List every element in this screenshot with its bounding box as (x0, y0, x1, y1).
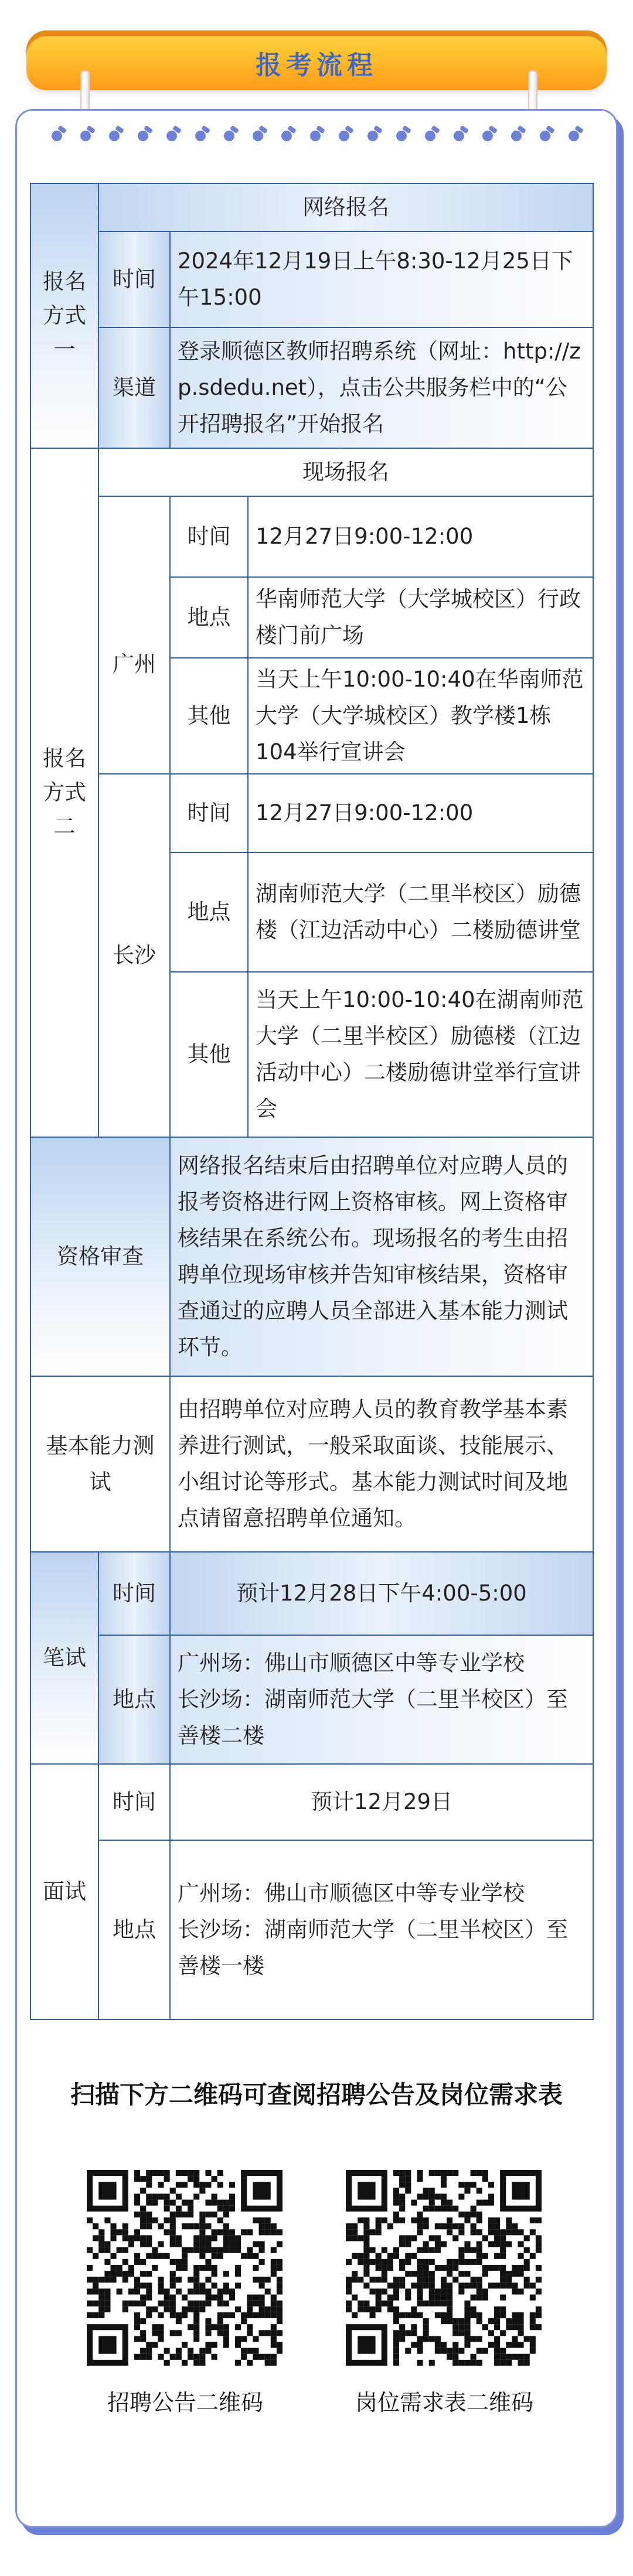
process-table (30, 183, 594, 2020)
decor-dot (569, 131, 579, 141)
city-changsha: 长沙 (98, 773, 171, 1138)
interview-place-line-2: 长沙场：湖南师范大学（二里半校区）至善楼一楼 (178, 1917, 568, 1978)
written-label: 笔试 (30, 1551, 99, 1765)
decor-dot (138, 131, 148, 141)
city-guangzhou: 广州 (98, 496, 171, 833)
interview-place-line-1: 广州场：佛山市顺德区中等专业学校 (178, 1881, 525, 1906)
online-channel-value: 登录顺德区教师招聘系统（网址：http://zp.sdedu.net），点击公共服务栏中的“公开招聘报名”开始报名 (169, 327, 594, 449)
decor-dot (80, 131, 91, 141)
decor-dot (253, 131, 263, 141)
review-label: 资格审查 (30, 1137, 171, 1377)
position-demand-qr-caption: 岗位需求表二维码 (355, 2390, 533, 2415)
decor-dot (396, 131, 407, 141)
onsite-title: 现场报名 (98, 448, 594, 497)
cs-place-label: 地点 (169, 852, 249, 973)
decor-dot (511, 131, 522, 141)
interview-time-label: 时间 (98, 1763, 171, 1841)
decor-dot (425, 131, 435, 141)
decor-dot (482, 131, 493, 141)
gz-time-value: 12月27日9:00-12:00 (247, 496, 594, 578)
interview-place-value (169, 1840, 594, 2020)
onsite-section-label: 报名方式二 (30, 448, 99, 1138)
online-time-value: 2024年12月19日上午8:30-12月25日下午15:00 (169, 231, 594, 328)
decor-dot (195, 131, 206, 141)
cs-time-label: 时间 (169, 773, 249, 853)
decor-dot (540, 131, 550, 141)
ability-text: 由招聘单位对应聘人员的教育教学基本素养进行测试，一般采取面谈、技能展示、小组讨论等形式。基本能力测试时间及地点请留意招聘单位通知。 (169, 1376, 594, 1553)
gz-place-value: 华南师范大学（大学城校区）行政楼门前广场 (247, 576, 594, 658)
decor-dot (166, 131, 177, 141)
decor-dot (52, 131, 62, 141)
header-ribbon (26, 30, 607, 90)
written-time-label: 时间 (98, 1551, 171, 1636)
decor-dot (454, 131, 464, 141)
written-time-value: 预计12月28日下午4:00-5:00 (169, 1551, 594, 1636)
decor-dot (109, 131, 120, 141)
ability-label: 基本能力测试 (30, 1376, 171, 1553)
interview-time-value: 预计12月29日 (169, 1763, 594, 1841)
dotted-decoration (52, 125, 585, 148)
written-place-value (169, 1635, 594, 1765)
written-place-line-1: 广州场：佛山市顺德区中等专业学校 (178, 1650, 525, 1676)
cs-other-value: 当天上午10:00-10:40在湖南师范大学（二里半校区）励德楼（江边活动中心）二楼励德讲堂举行宣讲会 (247, 971, 594, 1138)
review-text: 网络报名结束后由招聘单位对应聘人员的报考资格进行网上资格审核。网上资格审核结果在系统公布。现场报名的考生由招聘单位现场审核并告知审核结果，资格审查通过的应聘人员全部进入基本能力测试环节。 (169, 1137, 594, 1377)
online-channel-label: 渠道 (98, 327, 171, 449)
interview-label: 面试 (30, 1763, 99, 2020)
recruitment-notice-qr-caption: 招聘公告二维码 (107, 2390, 263, 2415)
written-place-label: 地点 (98, 1635, 171, 1765)
cs-place-value: 湖南师范大学（二里半校区）励德楼（江边活动中心）二楼励德讲堂 (247, 852, 594, 973)
position-demand-qr-code (346, 2170, 542, 2366)
decor-dot (281, 131, 292, 141)
recruitment-notice-qr-code (87, 2170, 283, 2366)
decor-dot (224, 131, 234, 141)
online-title: 网络报名 (98, 183, 594, 232)
interview-place-label: 地点 (98, 1840, 171, 2020)
gz-other-value: 当天上午10:00-10:40在华南师范大学（大学城校区）教学楼1栋104举行宣讲会 (247, 657, 594, 774)
cs-other-label: 其他 (169, 971, 249, 1138)
page-title: 报考流程 (256, 50, 377, 80)
gz-place-label: 地点 (169, 576, 249, 658)
online-time-label: 时间 (98, 231, 171, 328)
gz-other-label: 其他 (169, 657, 249, 774)
decor-dot (310, 131, 321, 141)
qr-section-title: 扫描下方二维码可查阅招聘公告及岗位需求表 (70, 2080, 563, 2109)
cs-time-value: 12月27日9:00-12:00 (247, 773, 594, 853)
online-section-label: 报名方式一 (30, 183, 99, 449)
decor-dot (339, 131, 349, 141)
written-place-line-2: 长沙场：湖南师范大学（二里半校区）至善楼二楼 (178, 1687, 568, 1748)
decor-dot (367, 131, 378, 141)
gz-time-label: 时间 (169, 496, 249, 578)
